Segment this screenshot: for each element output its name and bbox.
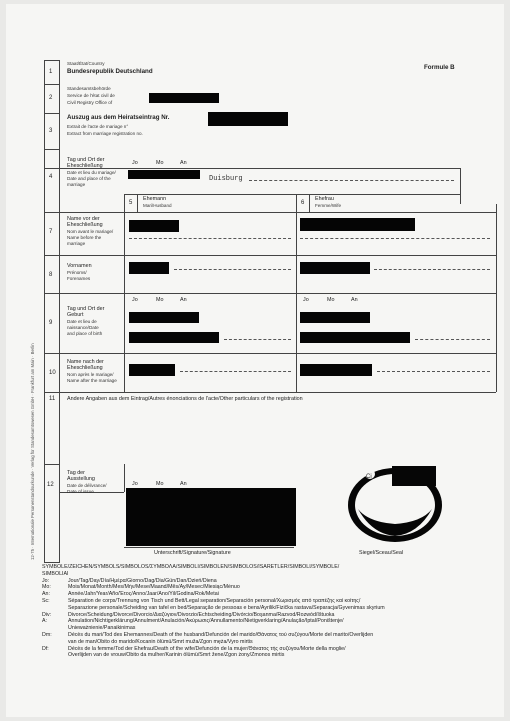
marriage-place: Duisburg (209, 175, 243, 183)
frame-right-line-4 (460, 168, 461, 204)
marriage-date-label-de2: Eheschließung (67, 163, 103, 169)
seal-label: Siegel/Sceau/Seal (359, 550, 404, 556)
legend-item-div (42, 612, 506, 619)
registry-label-en: Civil Registry Office of (67, 100, 113, 105)
rule (377, 371, 490, 372)
legend-value: Décès de la femme/Tod der Ehefrau/Death of the wife/Defunción de la mujer/Θάνατος τής συζύγου/Morte della moglie/ (68, 645, 346, 652)
legend-value: Décès du mari/Tod des Ehemannes/Death of the husband/Defunción del marido/Θάνατος τού συζύγου/Morte del marito/Overlijden (68, 631, 374, 638)
issue-date-label-de: Tag der (67, 470, 85, 476)
forenames-label-fr: Prénoms/ (67, 270, 87, 275)
name-before-label-en: Name before the (67, 235, 102, 240)
symbols-legend (42, 564, 506, 659)
wife-header-sub: Femme/Wife (315, 203, 342, 208)
rule (44, 392, 496, 393)
row-number: 3 (49, 128, 53, 134)
rule (44, 168, 460, 169)
frame-right-line (496, 204, 497, 392)
rule (44, 212, 496, 213)
side-imprint: 12-75 · Internationale Personenstandsurkunde · Verlag für Standesamtswesen GmbH · Frankfurt am Main · Berlin (30, 343, 35, 560)
form-label: Formule B (424, 64, 455, 71)
seal-stamp (346, 466, 444, 544)
legend-item-mo (42, 584, 506, 591)
redaction (129, 332, 219, 343)
legend-value: Année/Jahr/Year/Año/Έτος/Anno/Jaar/Ano/Yil/Godina/Rok/Metai (68, 591, 219, 598)
row-number: 12 (47, 482, 54, 488)
legend-item-sc (42, 598, 506, 605)
row-number: 8 (49, 272, 53, 278)
row-number: 6 (301, 200, 305, 206)
legend-item-a (42, 618, 506, 625)
year-label: An (180, 481, 187, 487)
redaction (300, 312, 370, 323)
legend-key: Mo: (42, 584, 51, 591)
rule (249, 180, 454, 181)
redaction (129, 312, 199, 323)
redaction (300, 218, 415, 231)
legend-title: SYMBOLE/ZEICHEN/SYMBOLS/SÍMBOLOS/ΣΥΜΒΟΛΑ/SIMBOLI/SIMBOLEN/SÍMBOLOS/ISARETLER/SIMBOLI/SYMBOLE/ (42, 564, 340, 570)
name-before-label-en2: marriage (67, 241, 86, 246)
birth-label-fr: Date et lieu de (67, 319, 97, 324)
day-label: Jo (303, 297, 309, 303)
legend-value-continued: Overlijden van de vrouw/Óbito da mulher/Karinin ölümü/Smrt žene/Zgon żony/Žmonos mirtis (68, 652, 285, 659)
redaction (129, 364, 175, 376)
frame-number-column-line (59, 60, 60, 562)
name-after-label-de2: Eheschließung (67, 365, 103, 371)
legend-value-continued: Unieważnienie/Panaikinimas (68, 625, 136, 632)
other-particulars-label: Andere Angaben aus dem Eintrag/Autres énonciations de l'acte/Other particulars of the registration (67, 396, 303, 402)
legend-item-df (42, 646, 506, 653)
birth-label-fr2: naissance/Date (67, 325, 99, 330)
rule (44, 113, 60, 114)
month-label: Mo (327, 297, 335, 303)
signature-label: Unterschrift/Signature/Signature (154, 550, 231, 556)
rule (180, 371, 291, 372)
name-before-label-fr: Nom avant le mariage/ (67, 229, 114, 234)
legend-value: Annulation/Nichtigerklärung/Annulment/Anulación/Ακύρωσις/Annullamento/Nietigverklaring/Anulação/İptal/Poništenje/ (68, 618, 344, 625)
month-label: Mo (156, 481, 164, 487)
frame-left-line (44, 60, 45, 562)
birth-label-de: Tag und Ort der (67, 306, 105, 312)
issue-date-label-de2: Ausstellung (67, 476, 95, 482)
name-after-label-fr: Nom après le mariage/ (67, 372, 114, 377)
month-label: Mo (156, 160, 164, 166)
legend-item-jo (42, 578, 506, 585)
row-number: 5 (129, 200, 133, 206)
rule (44, 562, 60, 563)
legend-value: Séparation de corps/Trennung von Tisch und Bett/Legal separation/Separación personal/Χωρισμός από τραπέζης καί κοίτης/ (68, 597, 361, 604)
rule (44, 60, 60, 61)
legend-title-2: SIMBOLIAI (42, 570, 69, 577)
redaction (300, 332, 410, 343)
legend-key: Df: (42, 645, 49, 652)
rule (124, 547, 294, 548)
issue-date-label-en: Date of issue (67, 489, 94, 494)
husband-header: Ehemann (143, 196, 167, 202)
birth-label-de2: Geburt (67, 312, 84, 318)
rule (44, 353, 496, 354)
legend-value: Mois/Monat/Month/Mes/Μήν/Mese/Maand/Mês/Ay/Mesec/Miesiąc/Mėnuo (68, 584, 240, 591)
redaction (300, 364, 372, 376)
legend-value-continued: Separazione personale/Scheiding van tafel en bed/Separação de pessoas e bens/Ayrilik/Fizička rastava/Separacja/Gyvenimas skyrium (68, 604, 385, 611)
rule (44, 149, 60, 150)
row-number: 7 (49, 229, 53, 235)
name-before-label-de: Name vor der (67, 216, 100, 222)
forenames-label-en: Forenames (67, 276, 91, 281)
document-page (6, 4, 504, 717)
wife-header: Ehefrau (315, 196, 334, 202)
legend-item-an (42, 591, 506, 598)
name-after-label-en: Name after the marriage (67, 378, 117, 383)
year-label: An (180, 160, 187, 166)
svg-text:Ci: Ci (366, 474, 372, 480)
year-label: An (351, 297, 358, 303)
extract-title-en: Extract from marriage registration no. (67, 131, 143, 136)
row-number: 11 (49, 396, 56, 402)
legend-item-dm (42, 632, 506, 639)
day-label: Jo (132, 481, 138, 487)
rule (174, 269, 291, 270)
marriage-date-label-de: Tag und Ort der (67, 157, 105, 163)
marriage-date-label-en2: marriage (67, 182, 86, 187)
legend-key: Div: (42, 611, 52, 618)
marriage-date-label-fr: Date et lieu du mariage/ (67, 170, 116, 175)
legend-value: Divorce/Scheidung/Divorce/Divorcio/Διαζύγιον/Divorzio/Echtscheiding/Divórcio/Boşanma/Razvod/Rozwód/Ištuoka (68, 611, 335, 618)
row-number: 1 (49, 69, 53, 75)
rule (309, 194, 310, 212)
country-value: Bundesrepublik Deutschland (67, 68, 153, 75)
legend-value-continued: van de man/Óbito do marido/Kocanin ölümü/Smrt muža/Zgon męża/Vyro mirtis (68, 638, 253, 645)
month-label: Mo (156, 297, 164, 303)
rule (129, 238, 291, 239)
issue-date-label-fr: Date de délivrance/ (67, 483, 107, 488)
rule (137, 194, 138, 212)
extract-title: Auszug aus dem Heiratseintrag Nr. (67, 114, 170, 121)
rule (44, 464, 60, 465)
rule (224, 339, 291, 340)
redaction (300, 262, 370, 274)
row-number: 2 (49, 95, 53, 101)
redaction (149, 93, 219, 103)
row-number: 10 (49, 370, 56, 376)
legend-key: Dm: (42, 631, 52, 638)
country-label: Staat/État/Country (67, 61, 105, 66)
rule (44, 293, 496, 294)
rule (124, 194, 460, 195)
rule (124, 194, 125, 212)
name-before-label-de2: Eheschließung (67, 222, 103, 228)
rule (374, 269, 490, 270)
redaction (208, 112, 288, 126)
name-after-label-de: Name nach der (67, 359, 104, 365)
forenames-label-de: Vornamen (67, 263, 92, 269)
birth-label-en: and place of birth (67, 331, 103, 336)
day-label: Jo (132, 160, 138, 166)
marriage-date-label-en: Date and place of the (67, 176, 111, 181)
extract-title-fr: Extrait de l'acte de mariage n° (67, 124, 129, 129)
rule (44, 84, 60, 85)
legend-key: Sc: (42, 597, 50, 604)
rule (124, 464, 125, 492)
rule (415, 339, 490, 340)
year-label: An (180, 297, 187, 303)
legend-key: A: (42, 618, 48, 625)
legend-key: Jo: (42, 577, 50, 584)
row-number: 9 (49, 320, 53, 326)
redaction (126, 488, 296, 546)
redaction (129, 220, 179, 232)
redaction (129, 262, 169, 274)
registry-label-fr: Service de l'état civil de (67, 93, 115, 98)
husband-header-sub: Mari/Husband (143, 203, 172, 208)
registry-label-de: Standesamtsbehörde (67, 86, 111, 91)
frame-label-column-line (124, 204, 125, 392)
redaction (128, 170, 200, 179)
rule (300, 238, 490, 239)
day-label: Jo (132, 297, 138, 303)
row-number: 4 (49, 174, 53, 180)
legend-key: An: (42, 591, 50, 598)
rule (44, 255, 496, 256)
legend-value: Jour/Tag/Day/Día/Ημέρα/Giorno/Dag/Dia/Gün/Dan/Dzień/Diena (68, 577, 217, 584)
